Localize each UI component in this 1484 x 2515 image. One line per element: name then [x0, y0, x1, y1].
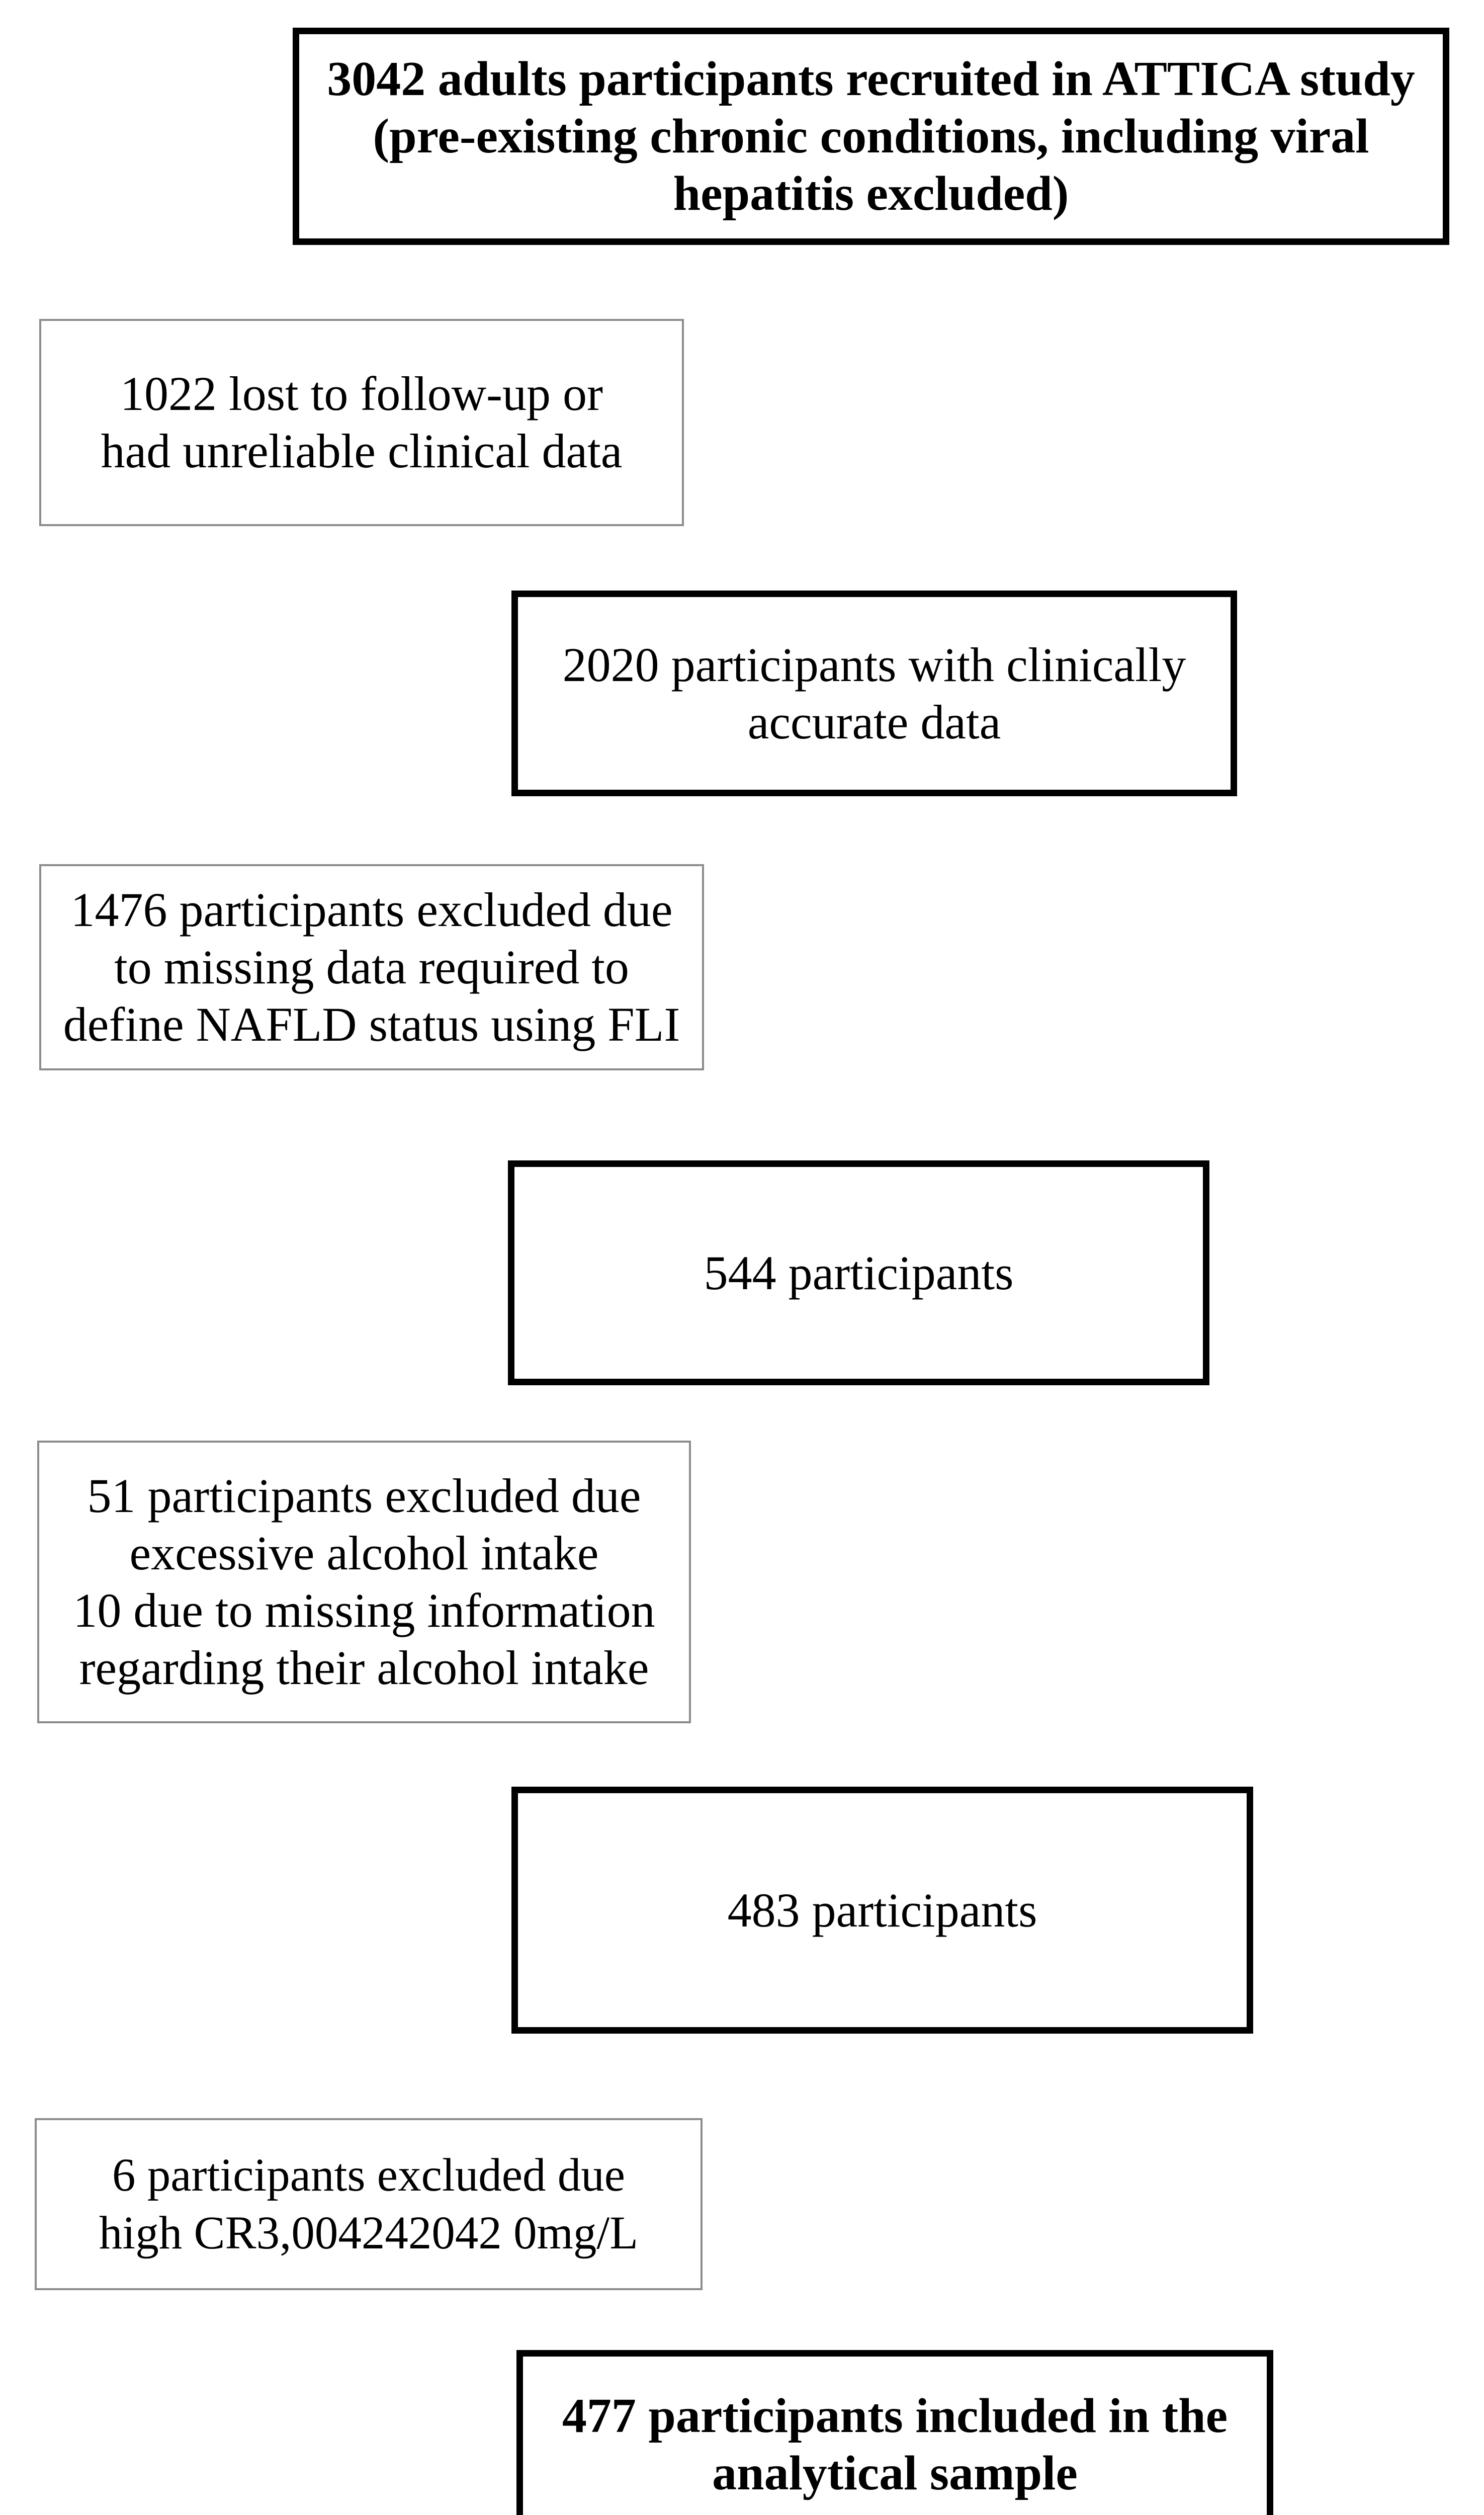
excluded-crp-box — [35, 2118, 703, 2290]
excluded-followup-text: 1022 lost to follow-up or had unreliable clinical data — [101, 367, 623, 478]
excluded-followup-box — [39, 319, 684, 526]
remaining-544-box — [508, 1160, 1209, 1385]
excluded-alcohol-text: 51 participants excluded due excessive alcohol intake 10 due to missing information regarding their alcohol intake — [73, 1469, 655, 1695]
remaining-544-text: 544 participants — [704, 1245, 1014, 1300]
excluded-fli-box — [39, 864, 704, 1070]
accurate-data-box — [511, 591, 1237, 796]
excluded-alcohol-box — [37, 1441, 691, 1723]
accurate-data-text: 2020 participants with clinically accurate data — [562, 637, 1186, 749]
excluded-fli-text: 1476 participants excluded due to missing data required to define NAFLD status using FLI — [63, 883, 680, 1051]
excluded-crp-text: 6 participants excluded due high CR3,004242042 0mg/L — [99, 2149, 639, 2259]
remaining-483-box — [511, 1787, 1253, 2034]
recruited-box — [293, 28, 1449, 245]
recruited-text: 3042 adults participants recruited in ATTICA study (pre-existing chronic conditions, including viral hepatitis excluded) — [327, 52, 1415, 221]
analytical-sample-text: 477 participants included in the analytical sample — [562, 2388, 1228, 2500]
remaining-483-text: 483 participants — [727, 1883, 1037, 1937]
analytical-sample-box — [516, 2350, 1273, 2515]
